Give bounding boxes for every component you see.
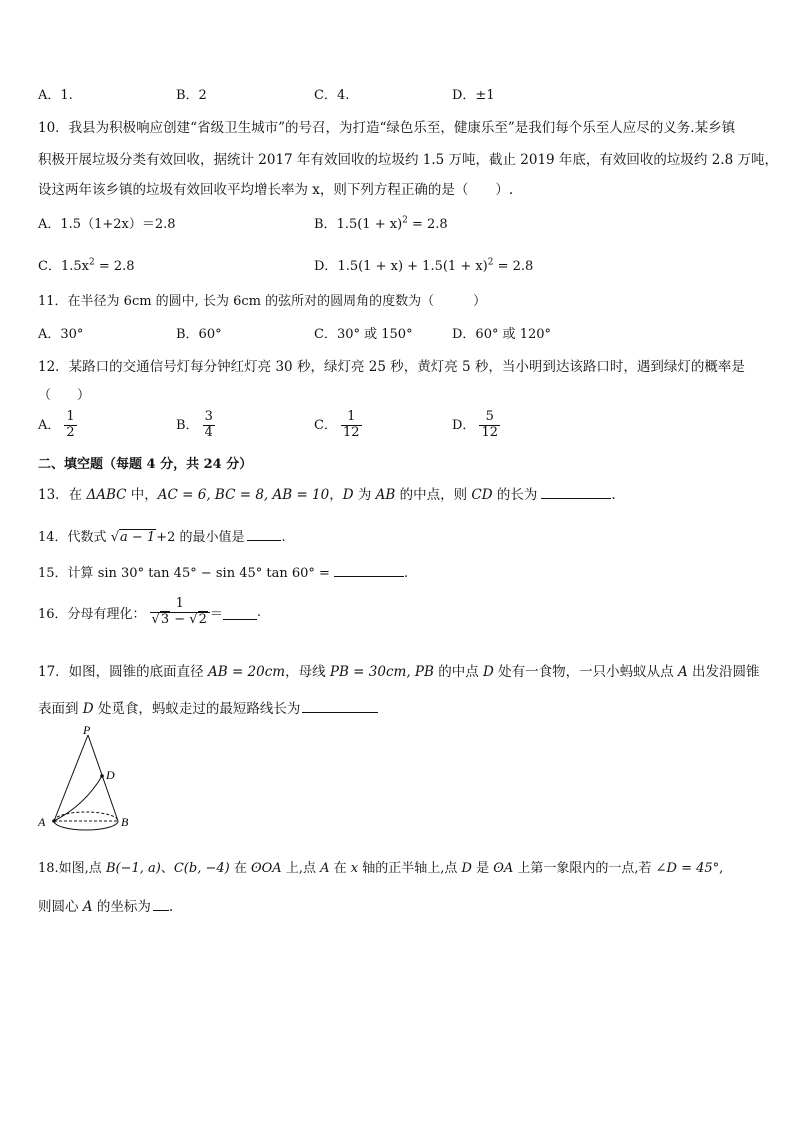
q17-text: 17．如图，圆锥的底面直径 xyxy=(38,664,208,680)
option-expression: 1.5(1 + x) xyxy=(336,217,403,232)
q14-end: . xyxy=(281,530,286,545)
cone-base-back xyxy=(54,812,118,821)
q12-option-c xyxy=(314,410,362,441)
q10-line-3: 设这两年该乡镇的垃圾有效回收平均增长率为 x，则下列方程正确的是（ ）. xyxy=(38,182,514,198)
q18-text: , xyxy=(719,861,724,876)
q10-option-b xyxy=(314,213,448,232)
label-p: P xyxy=(83,725,91,737)
q15-end: . xyxy=(403,566,409,581)
option-label: D． xyxy=(314,259,338,274)
radicand: 3 xyxy=(160,611,170,627)
exponent: 2 xyxy=(402,215,408,226)
option-label: C． xyxy=(38,259,61,274)
denominator: 4 xyxy=(204,424,213,440)
q18-text: 的坐标为 xyxy=(92,899,151,915)
numerator: 1 xyxy=(66,409,75,424)
cone-base-front xyxy=(54,821,118,830)
q15-expression: sin 30° tan 45° − sin 45° tan 60° = xyxy=(97,566,330,581)
denominator: 2 xyxy=(66,424,75,440)
point-a: A xyxy=(82,899,93,915)
q11-text: 11．在半径为 6cm 的圆中, 长为 6cm 的弦所对的圆周角的度数为（ ） xyxy=(38,294,487,309)
circle-a: ʘA xyxy=(493,861,514,876)
q18-text: 轴的正半轴上,点 xyxy=(358,861,462,876)
q18-text: 、 xyxy=(160,861,174,876)
q9-option-a: A．1. xyxy=(38,88,73,103)
sqrt-icon: √ xyxy=(189,611,198,627)
q17-line-2 xyxy=(38,697,378,717)
label-b: B xyxy=(121,815,129,829)
numerator: 1 xyxy=(175,596,184,611)
q12-option-d xyxy=(452,410,500,441)
exponent: 2 xyxy=(487,257,494,268)
numerator: 5 xyxy=(485,409,494,424)
q15-prefix: 15．计算 xyxy=(38,566,98,581)
answer-blank xyxy=(541,484,611,499)
q13-mid: 的中点，则 xyxy=(395,487,472,503)
q10-option-c xyxy=(38,255,135,274)
radicand: a − 1 xyxy=(119,530,156,545)
side-lengths-expr: AC = 6, BC = 8, AB = 10 xyxy=(157,487,330,503)
section-title: 二、填空题（每题 4 分，共 24 分） xyxy=(38,457,253,472)
q14-mid: +2 的最小值是 xyxy=(156,530,245,545)
q16-prefix: 16．分母有理化： xyxy=(38,606,146,622)
q13-mid: ， xyxy=(329,487,343,503)
q17-text: 处觅食，蚂蚁走过的最短路线长为 xyxy=(93,701,301,717)
sqrt-icon: √ xyxy=(110,530,119,545)
numerator: 1 xyxy=(347,409,356,424)
q10-line-1: 10．我县为积极响应创建“省级卫生城市”的号召，为打造“绿色乐至，健康乐至”是我们每个乐至人应尽的义务.某乡镇 xyxy=(38,120,736,136)
point-d: D xyxy=(82,701,94,717)
point-d: D xyxy=(461,861,472,876)
point-b-expr: B(−1, a) xyxy=(105,861,161,876)
point-a-marker xyxy=(52,819,56,823)
label-d: D xyxy=(106,768,115,782)
q13-end: . xyxy=(611,487,616,503)
q9-option-c: C．4. xyxy=(314,88,350,103)
angle-d-expr: ∠D = 45° xyxy=(655,861,720,876)
radicand: 2 xyxy=(198,611,207,627)
q11-option-b: B．60° xyxy=(176,327,222,342)
q18-text: 是 xyxy=(471,861,494,876)
segment-cd: CD xyxy=(471,487,493,503)
point-d: D xyxy=(483,664,494,680)
segment-ab: AB xyxy=(375,487,396,503)
option-label: B． xyxy=(314,217,337,232)
answer-blank xyxy=(334,562,404,577)
q10-line-2: 积极开展垃圾分类有效回收，据统计 2017 年有效回收的垃圾约 1.5 万吨，截止 2019 年底，有效回收的垃圾约 2.8 万吨， xyxy=(38,152,778,168)
circle-oa: ʘOA xyxy=(250,861,282,876)
q13-mid: 中， xyxy=(126,487,158,503)
q18-end: . xyxy=(168,899,174,915)
q18-text: 在 xyxy=(329,861,351,876)
option-rhs: = 2.8 xyxy=(407,217,448,232)
denominator xyxy=(150,612,210,628)
q18-line-2 xyxy=(38,895,173,915)
option-expression: 1.5x xyxy=(60,259,89,274)
minus-sign: − xyxy=(170,611,190,627)
q10-option-d xyxy=(314,255,533,274)
option-label: A． xyxy=(38,417,61,433)
option-label: D． xyxy=(452,417,476,433)
q11-option-d: D．60° 或 120° xyxy=(452,327,552,342)
cone-figure xyxy=(30,725,150,840)
point-c-expr: C(b, −4) xyxy=(173,861,230,876)
q15-text xyxy=(38,562,408,581)
answer-blank xyxy=(247,526,281,541)
fraction xyxy=(203,410,215,441)
q17-text: 处有一食物，一只小蚂蚁从点 xyxy=(493,664,678,680)
answer-blank xyxy=(302,698,378,713)
label-a: A xyxy=(38,815,46,829)
q10-option-a: A．1.5（1+2x）＝2.8 xyxy=(38,217,176,232)
q17-text: 出发沿圆锥 xyxy=(687,664,760,680)
point-d: D xyxy=(342,487,354,503)
q9-option-d: D．±1 xyxy=(452,88,495,103)
ant-path xyxy=(54,776,102,821)
q18-text: 上,点 xyxy=(281,861,321,876)
point-a: A xyxy=(677,664,688,680)
q13-suffix: 的长为 xyxy=(492,487,538,503)
q18-text: 则圆心 xyxy=(38,899,83,915)
q13-mid: 为 xyxy=(353,487,376,503)
diameter-expr: AB = 20cm xyxy=(207,664,286,680)
q16-text xyxy=(38,597,261,628)
option-rhs: = 2.8 xyxy=(493,259,534,274)
q17-text: 表面到 xyxy=(38,701,83,717)
cone-slant-left xyxy=(54,735,88,821)
slant-expr: PB = 30cm, PB xyxy=(329,664,434,680)
q18-text: 18.如图,点 xyxy=(38,861,106,876)
numerator: 3 xyxy=(204,409,213,424)
exponent: 2 xyxy=(88,257,95,268)
q11-option-c: C．30° 或 150° xyxy=(314,327,413,342)
q13-text xyxy=(38,483,616,503)
option-rhs: = 2.8 xyxy=(94,259,135,274)
q18-line-1 xyxy=(38,857,723,876)
option-expression: 1.5(1 + x) + 1.5(1 + x) xyxy=(337,259,488,274)
fraction xyxy=(64,410,76,441)
equals-sign: ＝ xyxy=(209,606,223,622)
fraction xyxy=(150,597,210,628)
point-d-marker xyxy=(100,774,104,778)
option-label: C． xyxy=(314,417,337,433)
q14-prefix: 14．代数式 xyxy=(38,530,111,545)
q17-line-1 xyxy=(38,660,759,680)
q12-line-2: （ ） xyxy=(38,388,91,403)
fraction xyxy=(479,410,500,441)
axis-x: x xyxy=(350,861,359,876)
q12-line-1: 12．某路口的交通信号灯每分钟红灯亮 30 秒，绿灯亮 25 秒，黄灯亮 5 秒，当小明到达该路口时，遇到绿灯的概率是 xyxy=(38,359,745,375)
q12-option-a xyxy=(38,410,77,441)
point-a: A xyxy=(320,861,330,876)
option-label: B． xyxy=(176,417,199,433)
q11-option-a: A．30° xyxy=(38,327,84,342)
q9-option-b: B．2 xyxy=(176,88,207,103)
q17-text: ，母线 xyxy=(285,664,330,680)
q12-option-b xyxy=(176,410,215,441)
q16-end: . xyxy=(256,604,262,620)
q14-text xyxy=(38,526,286,545)
q18-text: 上第一象限内的一点,若 xyxy=(513,861,656,876)
triangle-expr: ΔABC xyxy=(86,487,127,503)
answer-blank xyxy=(153,896,169,911)
denominator: 12 xyxy=(481,424,498,440)
q18-text: 在 xyxy=(229,861,251,876)
q17-text: 的中点 xyxy=(433,664,484,680)
sqrt-icon: √ xyxy=(151,611,160,627)
denominator: 12 xyxy=(342,424,360,440)
q13-prefix: 13．在 xyxy=(38,487,87,503)
answer-blank xyxy=(223,605,257,620)
fraction xyxy=(341,410,362,441)
